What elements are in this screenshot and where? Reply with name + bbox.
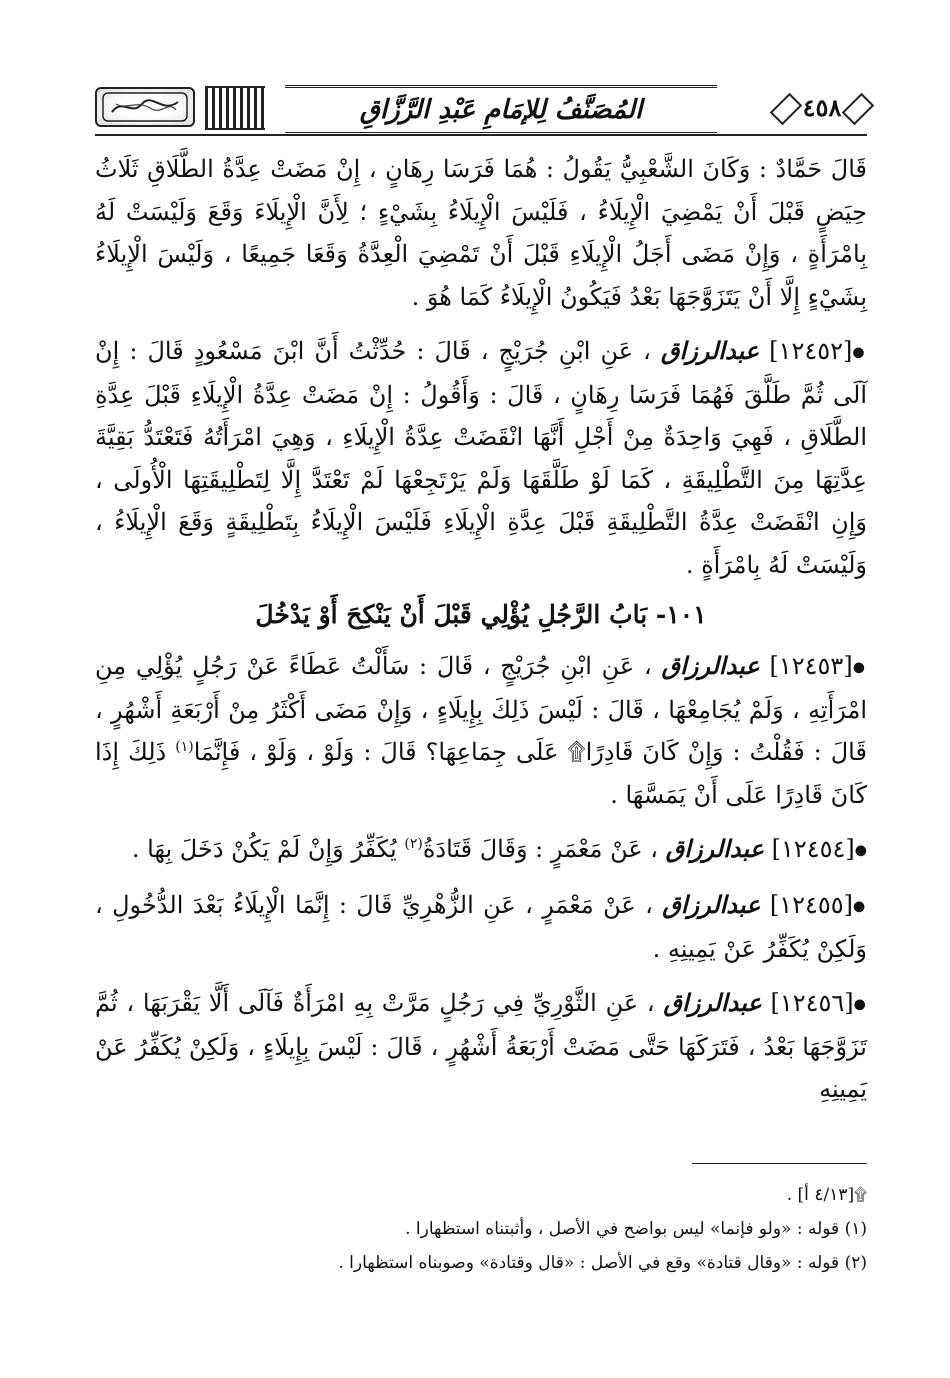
hadith-number: [١٢٤٥٢]	[769, 337, 853, 365]
hadith-source: عبدالرزاق	[661, 650, 760, 680]
page-number	[777, 85, 867, 129]
hadith-12455	[95, 884, 867, 970]
manuscript-mark-icon: ۩	[567, 738, 586, 766]
manuscript-folio-ref: ۩[٤/١٣ أ] .	[786, 1185, 867, 1205]
book-title: المُصَنَّفُ لِلإمَامِ عَبْدِ الرَّزَّاقِ	[285, 85, 717, 135]
header-rule	[95, 134, 867, 136]
footnote-1: (١) قوله : «ولو فإنما» ليس بواضح في الأصل ، وأثبتناه استظهارا .	[405, 1219, 867, 1239]
chapter-number: ١٠١-	[655, 600, 707, 630]
hadith-number: [١٢٤٥٥]	[769, 890, 854, 919]
hadith-source: عبدالرزاق	[662, 889, 761, 919]
hadith-text: ، عَنِ الثَّوْرِيِّ فِي رَجُلٍ مَرَّتْ بِهِ امْرَأَةٌ فَآلَى أَلَّا يَقْرَبَهَا ، ثُمَّ تَزَوَّجَهَا بَعْدُ ، فَتَرَكَهَا حَتَّى مَضَتْ أَرْبَعَةُ أَشْهُرٍ ، قَالَ : لَيْسَ بِإِيلَاءٍ ، وَلَكِنْ يُكَفِّرُ عَنْ يَمِينِهِ	[95, 989, 867, 1104]
footnote-rule	[692, 1163, 867, 1164]
hadith-source: عبدالرزاق	[665, 834, 764, 863]
hadith-number: [١٢٤٥٣]	[769, 651, 853, 680]
footnote-ref[interactable]: (٢)	[404, 836, 423, 852]
hadith-text: عَلَى جِمَاعِهَا؟ قَالَ : وَلَوْ ، وَلَوْ ، فَإِنَّمَا	[193, 738, 559, 766]
bullet-icon: ●	[854, 842, 867, 859]
hadith-text: ، عَنْ مَعْمَرٍ ، عَنِ الزُّهْرِيِّ قَالَ : إِنَّمَا الْإِيلَاءُ بَعْدَ الدُّخُولِ ، وَلَكِنْ يُكَفِّرُ عَنْ يَمِينِهِ .	[95, 890, 867, 963]
main-text	[95, 148, 867, 1117]
bullet-icon: ●	[852, 344, 867, 361]
paragraph	[95, 148, 867, 318]
chapter-title: بَابُ الرَّجُلِ يُؤْلِي قَبْلَ أَنْ يَنْكِحَ أَوْ يَدْخُلَ	[255, 600, 648, 630]
hadith-12453	[95, 645, 867, 816]
bullet-icon: ●	[853, 996, 867, 1013]
bullet-icon: ●	[853, 898, 867, 914]
footnote-2: (٢) قوله : «وقال قتادة» وقع في الأصل : «قال وقتادة» وصوبناه استظهارا .	[338, 1253, 867, 1273]
hadith-text: يُكَفِّرُ وَإِنْ لَمْ يَكُنْ دَخَلَ بِهَا .	[131, 835, 397, 863]
hadith-text: ، عَنِ ابْنِ جُرَيْجٍ ، قَالَ : حُدِّثْتُ أَنَّ ابْنَ مَسْعُودٍ قَالَ : إِنْ آلَى ثُمَّ طَلَّقَ فَهُمَا فَرَسَا رِهَانٍ ، قَالَ : وَأَقُولُ : إِنْ مَضَتْ عِدَّةُ الْإِيلَاءِ قَبْلَ عِدَّةِ الطَّلَاقِ ، فَهِيَ وَاحِدَةٌ مِنْ أَجْلِ أَنَّهَا انْقَضَتْ عِدَّةُ الْإِيلَاءِ ، وَهِيَ امْرَأَتُهُ فَتَعْتَدُّ بَقِيَّةَ عِدَّتِهَا مِنَ التَّطْلِيقَةِ ، كَمَا لَوْ طَلَّقَهَا وَلَمْ يَرْتَجِعْهَا لَمْ تَعْتَدَّ إِلَّا لِتَطْلِيقَتِهَا الْأُولَى ، وَإِنِ انْقَضَتْ عِدَّةُ التَّطْلِيقَةِ قَبْلَ عِدَّةِ الْإِيلَاءِ فَلَيْسَ الْإِيلَاءُ بِتَطْلِيقَةٍ وَقَعَ الْإِيلَاءُ ، وَلَيْسَتْ لَهُ بِامْرَأَةٍ .	[95, 337, 868, 579]
hadith-text: ، عَنِ ابْنِ جُرَيْجٍ ، قَالَ : سَأَلْتُ عَطَاءً عَنْ رَجُلٍ يُؤْلِي مِنِ امْرَأَتِهِ ، وَلَمْ يُجَامِعْهَا ، قَالَ : لَيْسَ ذَلِكَ بِإِيلَاءٍ ، وَإِنْ مَضَى أَكْثَرُ مِنْ أَرْبَعَةِ أَشْهُرٍ ، قَالَ : فَقُلْتُ : وَإِنْ كَانَ قَادِرًا	[95, 651, 867, 766]
logo-calligraphy-icon	[102, 92, 188, 122]
footnotes	[95, 1178, 867, 1280]
hadith-number: [١٢٤٥٤]	[771, 835, 855, 863]
chapter-heading	[95, 594, 867, 637]
footnote-ref[interactable]: (١)	[175, 739, 194, 755]
page-number-text: ٤٥٨	[802, 92, 842, 122]
hadith-source: عبدالرزاق	[663, 988, 762, 1017]
hadith-12456	[95, 982, 867, 1111]
paragraph-text: قَالَ حَمَّادٌ : وَكَانَ الشَّعْبِيُّ يَقُولُ : هُمَا فَرَسَا رِهَانٍ ، إِنْ مَضَتْ عِدَّةُ الطَّلَاقِ ثَلَاثُ حِيَضٍ قَبْلَ أَنْ يَمْضِيَ الْإِيلَاءُ ، فَلَيْسَ الْإِيلَاءُ بِشَيْءٍ ؛ لِأَنَّ الْإِيلَاءَ وَقَعَ وَلَيْسَتْ لَهُ بِامْرَأَةٍ ، وَإِنْ مَضَى أَجَلُ الْإِيلَاءِ قَبْلَ أَنْ تَمْضِيَ الْعِدَّةُ وَقَعَا جَمِيعًا ، وَلَيْسَ الْإِيلَاءُ بِشَيْءٍ إِلَّا أَنْ يَتَزَوَّجَهَا بَعْدُ فَيَكُونُ الْإِيلَاءُ كَمَا هُوَ .	[95, 155, 868, 311]
hadith-12454	[95, 828, 867, 872]
hadith-text: ذَلِكَ إِذَا كَانَ قَادِرًا عَلَى أَنْ يَمَسَّهَا .	[95, 738, 867, 809]
page-header	[95, 85, 867, 131]
bullet-icon: ●	[852, 659, 868, 675]
hadith-source: عبدالرزاق	[660, 336, 760, 365]
hadith-12452	[95, 330, 867, 586]
book-logo	[95, 87, 195, 127]
hadith-number: [١٢٤٥٦]	[770, 989, 854, 1017]
hadith-text: ، عَنْ مَعْمَرٍ : وَقَالَ قَتَادَةُ	[422, 835, 659, 863]
header-ornament-left	[205, 86, 265, 130]
